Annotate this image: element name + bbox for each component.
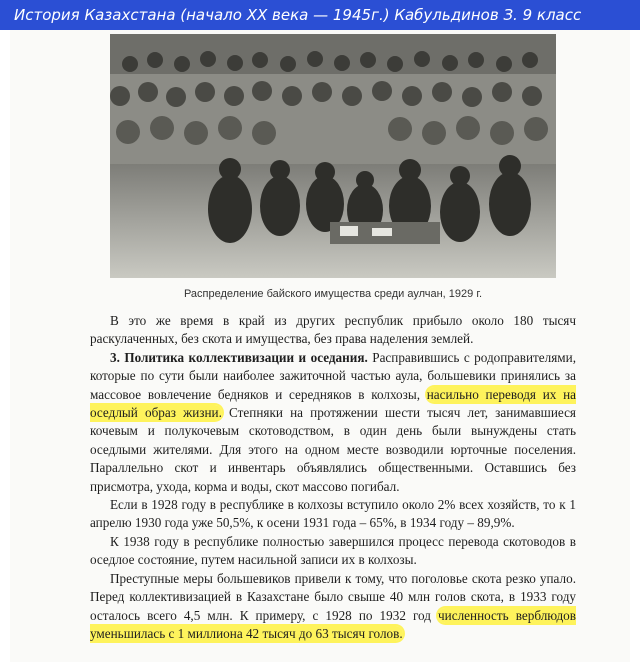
paragraph-5-part-a: Преступные меры большевиков привели к тому, что поголовье скота резко упало. Перед коллективизацией в Казахстане было свыше 40 млн голов скота, в 1933 году осталось всего 4,5 млн. К примеру, с 1928 по 1932 год bbox=[90, 570, 576, 623]
paragraph-2-part-b: Степняки на протяжении шести тысяч лет, занимавшиеся кочевым и полукочевым скотоводством, в один день были вынуждены стать оседлыми жителями. Для этого на одном месте возводили юрточные поселения. Параллельно скот и инвентарь объявлялись общественными. Оставшись без присмотра, ухода, корма и воды, скот массово погибал. bbox=[90, 405, 576, 494]
paragraph-2 bbox=[90, 349, 576, 496]
textbook-page bbox=[10, 30, 630, 662]
body-text bbox=[90, 312, 576, 643]
highlighted-phrase-1: насильно переводя их на оседлый образ жизни. bbox=[90, 386, 576, 421]
page-header-title: История Казахстана (начало XX века — 1945г.) Кабульдинов З. 9 класс bbox=[14, 6, 582, 24]
section-heading: 3. Политика коллективизации и оседания. bbox=[110, 349, 368, 365]
page-header-banner bbox=[0, 0, 640, 30]
historical-photo bbox=[110, 34, 556, 278]
highlighted-phrase-2: численность верблюдов уменьшилась с 1 миллиона 42 тысяч до 63 тысяч голов. bbox=[90, 607, 576, 641]
paragraph-5 bbox=[90, 570, 576, 644]
paragraph-4: К 1938 году в республике полностью завершился процесс перевода скотоводов в оседлое состояние, путем насильной записи их в колхозы. bbox=[90, 533, 576, 568]
photo-caption: Распределение байского имущества среди аулчан, 1929 г. bbox=[183, 288, 483, 300]
paragraph-2-part-a: Расправившись с родоправителями, которые по сути были наиболее зажиточной частью аула, большевики принялись за массовое вовлечение бедняков и середняков в колхозы, bbox=[90, 349, 576, 402]
crowd-photo-illustration bbox=[110, 34, 556, 278]
paragraph-3: Если в 1928 году в республике в колхозы вступило около 2% всех хозяйств, то к 1 апрелю 1930 года уже 50,5%, к осени 1931 года – 65%, в 1934 году – 89,9%. bbox=[90, 497, 576, 531]
paragraph-1: В это же время в край из других республик прибыло около 180 тысяч раскулаченных, без скота и имущества, без права наделения землей. bbox=[90, 313, 576, 347]
